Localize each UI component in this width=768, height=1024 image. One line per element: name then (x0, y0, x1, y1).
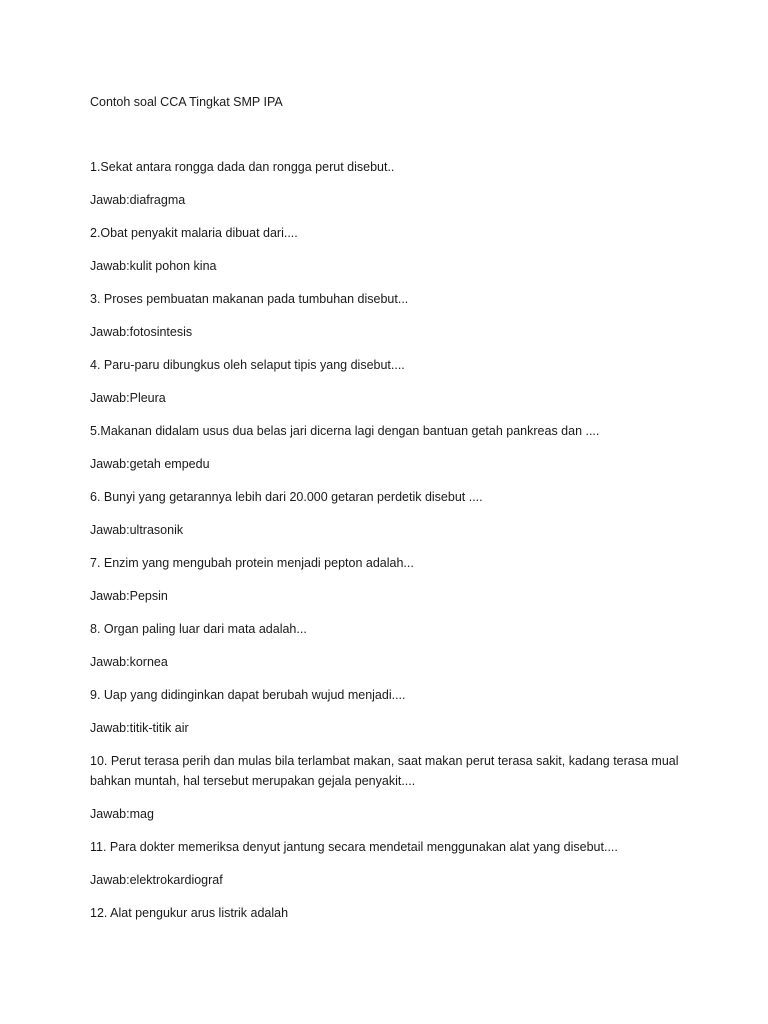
question-4: 4. Paru-paru dibungkus oleh selaput tipis yang disebut.... (90, 358, 405, 372)
answer-4: Jawab:Pleura (90, 391, 166, 405)
question-2: 2.Obat penyakit malaria dibuat dari.... (90, 226, 298, 240)
answer-10: Jawab:mag (90, 807, 154, 821)
answer-11: Jawab:elektrokardiograf (90, 873, 223, 887)
answer-8: Jawab:kornea (90, 655, 168, 669)
question-3: 3. Proses pembuatan makanan pada tumbuhan disebut... (90, 292, 409, 306)
question-11: 11. Para dokter memeriksa denyut jantung secara mendetail menggunakan alat yang disebut.... (90, 840, 618, 854)
question-9: 9. Uap yang didinginkan dapat berubah wujud menjadi.... (90, 688, 406, 702)
question-7: 7. Enzim yang mengubah protein menjadi pepton adalah... (90, 556, 414, 570)
question-8: 8. Organ paling luar dari mata adalah... (90, 622, 307, 636)
question-1: 1.Sekat antara rongga dada dan rongga perut disebut.. (90, 160, 395, 174)
answer-6: Jawab:ultrasonik (90, 523, 184, 537)
question-10: 10. Perut terasa perih dan mulas bila terlambat makan, saat makan perut terasa sakit, kadang terasa mual bahkan muntah, hal tersebut merupakan gejala penyakit.... (90, 754, 682, 788)
question-12: 12. Alat pengukur arus listrik adalah (90, 906, 289, 920)
answer-5: Jawab:getah empedu (90, 457, 210, 471)
answer-9: Jawab:titik-titik air (90, 721, 189, 735)
question-6: 6. Bunyi yang getarannya lebih dari 20.000 getaran perdetik disebut .... (90, 490, 483, 504)
answer-1: Jawab:diafragma (90, 193, 186, 207)
document-body (90, 92, 690, 936)
question-5: 5.Makanan didalam usus dua belas jari dicerna lagi dengan bantuan getah pankreas dan .... (90, 424, 600, 438)
document-title: Contoh soal CCA Tingkat SMP IPA (90, 95, 283, 109)
answer-2: Jawab:kulit pohon kina (90, 259, 217, 273)
answer-3: Jawab:fotosintesis (90, 325, 193, 339)
question-list (90, 157, 690, 923)
answer-7: Jawab:Pepsin (90, 589, 168, 603)
